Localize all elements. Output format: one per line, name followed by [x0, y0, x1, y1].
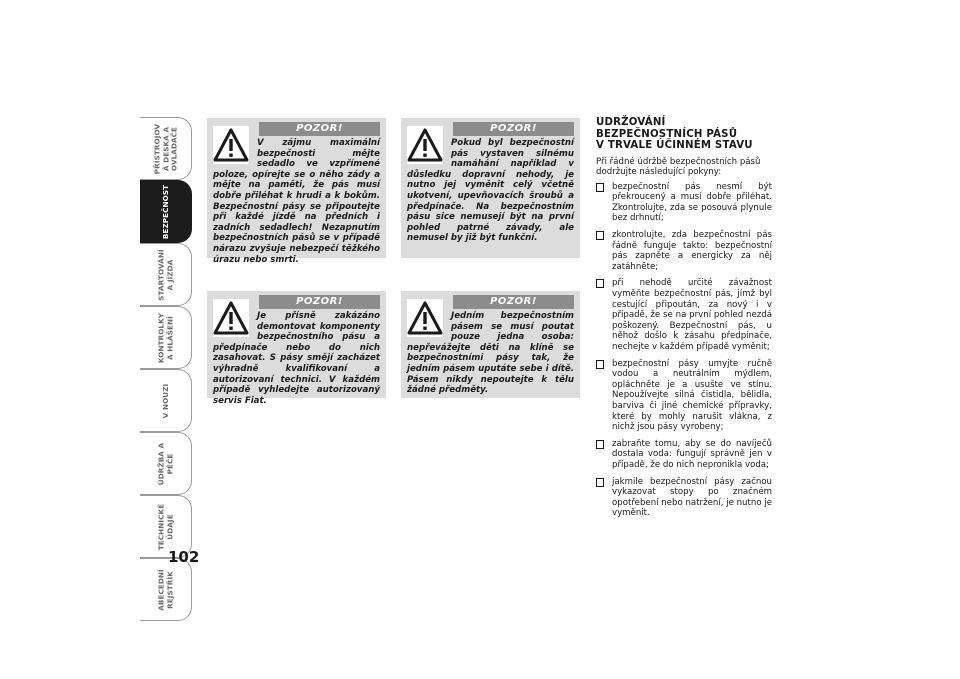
- checkbox-bullet-icon: [596, 231, 604, 240]
- warning-box: [401, 291, 580, 398]
- tab-v-nouzi[interactable]: [140, 369, 192, 432]
- warning-title: POZOR!: [453, 122, 574, 136]
- list-item-text: při nehodě určité závažnost vyměňte bezpečnostní pás, jímž byl cestující připoután, za nový i v případě, že se na první pohled nezdá poškozený. Bezpečnostní pás, u něhož došlo k zásahu předpínače, nechejte v každém případě vyměnit;: [612, 278, 772, 352]
- warning-title: POZOR!: [453, 295, 574, 309]
- list-item: [596, 477, 772, 519]
- section-heading: UDRŽOVÁNÍ BEZPEČNOSTNÍCH PÁSŮ V TRVALE ÚČINNÉM STAVU: [596, 117, 753, 151]
- tab-label: ABECEDNÍ REJSTŘÍK: [156, 568, 174, 611]
- tab-pristrojova-deska[interactable]: [140, 117, 192, 180]
- warning-text: Jedním bezpečnostním pásem se musí poutat pouze jedna osoba: nepřevážejte děti na klíně se bezpečnostními pásy tak, že jedním pásem uputáte sebe i dítě. Pásem nikdy nepoutejte k tělu žádné předměty.: [407, 311, 574, 396]
- tab-label: ÚDRŽBA A PÉČE: [156, 442, 174, 485]
- tab-bezpecnost[interactable]: [140, 180, 192, 243]
- list-item: [596, 359, 772, 433]
- warning-text: Pokud byl bezpečnostní pás vystaven silnému namáhání například v důsledku dopravní nehody, je nutno jej vyměnit celý včetně ukotvení, upevňovacích šroubů a předpínače. Na bezpečnostním pásu sice nemusejí být na první pohled patrné závady, ale nemusel by již být funkční.: [407, 138, 574, 244]
- list-item-text: bezpečnostní pás nesmí být překroucený a musí dobře přiléhat. Zkontrolujte, zda se posouvá plynule bez drhnutí;: [612, 181, 772, 224]
- warning-box: [207, 118, 386, 265]
- checkbox-bullet-icon: [596, 440, 604, 449]
- list-item: [596, 278, 772, 352]
- warning-box: [207, 291, 386, 406]
- list-item-text: bezpečnostní pásy umyjte ručně vodou a neutrálním mýdlem, opláchněte je a usušte ve stínu. Nepoužívejte silná čistidla, bělidla, barviva či jiné chemické přípravky, které by mohly narušit vlákna, z nichž jsou pásy vyrobeny;: [612, 358, 772, 433]
- warning-title: POZOR!: [259, 122, 380, 136]
- tab-udrzba[interactable]: [140, 432, 192, 495]
- tab-abecedni-rejstrik[interactable]: [140, 558, 192, 621]
- list-item: [596, 230, 772, 272]
- checkbox-bullet-icon: [596, 478, 604, 487]
- tab-label: TECHNICKÉ ÚDAJE: [156, 503, 174, 550]
- tab-label: PŘÍSTROJOV Á DESKA A OVLADAČE: [151, 123, 178, 174]
- tab-label: STARTOVÁNÍ A JÍZDA: [156, 248, 174, 301]
- checkbox-bullet-icon: [596, 279, 604, 288]
- list-item-text: jakmile bezpečnostní pásy začnou vykazovat stopy po značném opotřebení nebo natržení, je nutno je vyměnit.: [612, 476, 772, 519]
- tab-label: KONTROLKY A HLÁŠENÍ: [156, 312, 174, 363]
- list-item: [596, 439, 772, 471]
- section-intro: Při řádné údržbě bezpečnostních pásů dodržujte následující pokyny:: [596, 156, 761, 178]
- warning-text: Je přísně zakázáno demontovat komponenty bezpečnostního pásu a předpínače nebo do nich zasahovat. S pásy smějí zacházet výhradně kvalifikovaní a autorizovaní technici. V každém případě vyhledejte autorizovaný servis Fiat.: [213, 311, 380, 406]
- tab-kontrolky[interactable]: [140, 306, 192, 369]
- list-item-text: zkontrolujte, zda bezpečnostní pás řádně funguje takto: bezpečnostní pás zapněte a energicky za něj zatáhněte;: [612, 230, 772, 272]
- warning-box: [401, 118, 580, 258]
- page-number: 102: [168, 548, 200, 566]
- instruction-list: [596, 182, 772, 519]
- tab-startovani[interactable]: [140, 243, 192, 306]
- tab-label: BEZPEČNOST: [160, 184, 170, 239]
- warning-text: V zájmu maximální bezpečnosti mějte sedadlo ve vzpřímené poloze, opírejte se o něho zády a mějte na paměti, že pás musí dobře přiléhat k hrudi a k bokům. Bezpečnostní pásy se připoutejte při každé jízdě na předních i zadních sedadlech! Nezapnutím bezpečnostních pásů se v případě nárazu zvyšuje nebezpečí těžkého úrazu nebo smrti.: [213, 138, 380, 265]
- warning-title: POZOR!: [259, 295, 380, 309]
- list-item-text: zabraňte tomu, aby se do navíječů dostala voda: fungují správně jen v případě, že do nich nepronikla voda;: [612, 438, 772, 470]
- maintenance-section: [596, 117, 772, 525]
- list-item: [596, 182, 772, 224]
- checkbox-bullet-icon: [596, 183, 604, 192]
- tab-label: V NOUZI: [160, 383, 170, 418]
- checkbox-bullet-icon: [596, 360, 604, 369]
